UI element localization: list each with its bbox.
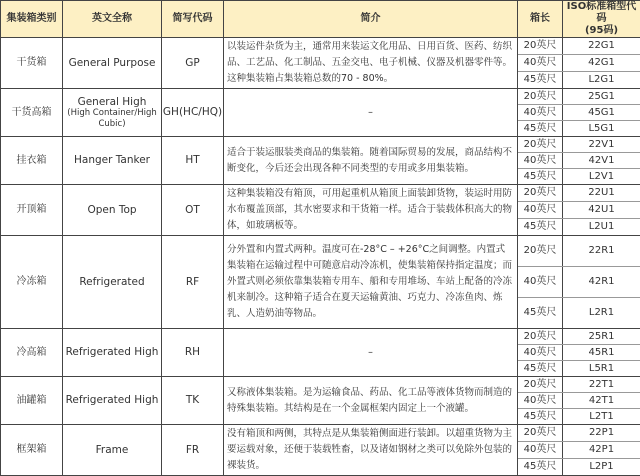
length-cell: 45英尺 — [518, 298, 563, 329]
category-cell: 干货箱 — [1, 38, 63, 89]
abbr-cell: RH — [162, 329, 224, 377]
iso-code-cell: 22U1 — [563, 185, 640, 202]
table-row — [1, 236, 640, 267]
iso-code-cell: 45R1 — [563, 345, 640, 361]
length-cell: 45英尺 — [518, 72, 563, 89]
length-cell: 45英尺 — [518, 121, 563, 137]
length-cell: 45英尺 — [518, 361, 563, 377]
category-cell: 冷冻箱 — [1, 236, 63, 329]
english-name-cell: Hanger Tanker — [63, 137, 162, 185]
length-cell: 45英尺 — [518, 459, 563, 476]
iso-code-cell: 22P1 — [563, 425, 640, 442]
length-cell: 40英尺 — [518, 105, 563, 121]
header-iso — [563, 1, 640, 38]
abbr-cell: TK — [162, 377, 224, 425]
iso-code-cell: 42U1 — [563, 202, 640, 219]
iso-code-cell: 25G1 — [563, 89, 640, 105]
iso-code-cell: L2T1 — [563, 409, 640, 425]
category-cell: 冷高箱 — [1, 329, 63, 377]
intro-cell: 又称液体集装箱。是为运输食品、药品、化工品等液体货物而制造的特殊集装箱。其结构是在一个金属框架内固定上一个液罐。 — [224, 377, 518, 425]
length-cell: 40英尺 — [518, 442, 563, 459]
english-name-cell: General Purpose — [63, 38, 162, 89]
length-cell: 45英尺 — [518, 409, 563, 425]
iso-code-cell: L2P1 — [563, 459, 640, 476]
length-cell: 40英尺 — [518, 55, 563, 72]
header-english: 英文全称 — [63, 1, 162, 38]
length-cell: 40英尺 — [518, 202, 563, 219]
intro-cell: 适合于装运服装类商品的集装箱。随着国际贸易的发展，商品结构不断变化，今后还会出现各种不同类型的专用或多用集装箱。 — [224, 137, 518, 185]
length-cell: 20英尺 — [518, 329, 563, 345]
english-name-cell: Frame — [63, 425, 162, 476]
english-name-sub: (High Container/High Cubic) — [63, 108, 161, 129]
intro-cell: 分外置和内置式两种。温度可在-28°C – +26°C之间调整。内置式集装箱在运输过程中可随意启动冷冻机，使集装箱保持指定温度；而外置式则必须依靠集装箱专用车、船和专用堆场、车站上配备的冷冻机来制冷。这种箱子适合在夏天运输黄油、巧克力、冷冻鱼肉、炼乳、人造奶油等物品。 — [224, 236, 518, 329]
table-row — [1, 329, 640, 345]
length-cell: 45英尺 — [518, 169, 563, 185]
english-name-cell: Refrigerated — [63, 236, 162, 329]
table-row — [1, 89, 640, 105]
header-intro: 简介 — [224, 1, 518, 38]
abbr-cell: OT — [162, 185, 224, 236]
iso-code-cell: 25R1 — [563, 329, 640, 345]
iso-code-cell: L5R1 — [563, 361, 640, 377]
abbr-cell: FR — [162, 425, 224, 476]
english-name-main: General High — [78, 96, 147, 108]
iso-code-cell: 42G1 — [563, 55, 640, 72]
english-name-cell: Refrigerated High — [63, 377, 162, 425]
iso-code-cell: L2U1 — [563, 219, 640, 236]
length-cell: 20英尺 — [518, 89, 563, 105]
category-cell: 干货高箱 — [1, 89, 63, 137]
table-row — [1, 377, 640, 393]
iso-code-cell: 22G1 — [563, 38, 640, 55]
abbr-cell: HT — [162, 137, 224, 185]
iso-code-cell: 22R1 — [563, 236, 640, 267]
iso-code-cell: 42R1 — [563, 267, 640, 298]
header-category: 集装箱类别 — [1, 1, 63, 38]
iso-code-cell: L5G1 — [563, 121, 640, 137]
length-cell: 20英尺 — [518, 425, 563, 442]
length-cell: 20英尺 — [518, 185, 563, 202]
intro-cell: – — [224, 329, 518, 377]
iso-code-cell: L2R1 — [563, 298, 640, 329]
abbr-cell: GP — [162, 38, 224, 89]
intro-cell: – — [224, 89, 518, 137]
intro-cell: 这种集装箱没有箱顶，可用起重机从箱顶上面装卸货物，装运时用防水布覆盖顶部，其水密要求和干货箱一样。适合于装载体积高大的物体，如玻璃板等。 — [224, 185, 518, 236]
abbr-cell: GH(HC/HQ) — [162, 89, 224, 137]
length-cell: 20英尺 — [518, 137, 563, 153]
english-name-cell: Open Top — [63, 185, 162, 236]
english-name-cell: Refrigerated High — [63, 329, 162, 377]
iso-code-cell: 45G1 — [563, 105, 640, 121]
length-cell: 20英尺 — [518, 377, 563, 393]
table-row — [1, 185, 640, 202]
abbr-cell: RF — [162, 236, 224, 329]
length-cell: 20英尺 — [518, 236, 563, 267]
header-length: 箱长 — [518, 1, 563, 38]
category-cell: 挂衣箱 — [1, 137, 63, 185]
table-row — [1, 137, 640, 153]
header-row — [1, 1, 640, 38]
iso-code-cell: L2G1 — [563, 72, 640, 89]
length-cell: 45英尺 — [518, 219, 563, 236]
english-name-cell — [63, 89, 162, 137]
iso-code-cell: 42T1 — [563, 393, 640, 409]
length-cell: 20英尺 — [518, 38, 563, 55]
header-iso-line1: ISO标准箱型代码 — [567, 1, 636, 24]
length-cell: 40英尺 — [518, 267, 563, 298]
length-cell: 40英尺 — [518, 345, 563, 361]
iso-code-cell: 22V1 — [563, 137, 640, 153]
table-row — [1, 38, 640, 55]
length-cell: 40英尺 — [518, 153, 563, 169]
intro-cell: 没有箱顶和两侧，其特点是从集装箱侧面进行装卸。以超重货物为主要运载对象，还便于装载牲畜，以及诸如钢材之类可以免除外包装的裸装货。 — [224, 425, 518, 476]
header-abbr: 简写代码 — [162, 1, 224, 38]
category-cell: 开顶箱 — [1, 185, 63, 236]
table-row — [1, 425, 640, 442]
length-cell: 40英尺 — [518, 393, 563, 409]
header-iso-line2: (95码) — [585, 25, 618, 36]
iso-code-cell: L2V1 — [563, 169, 640, 185]
category-cell: 油罐箱 — [1, 377, 63, 425]
intro-cell: 以装运件杂货为主，通常用来装运文化用品、日用百货、医药、纺织品、工艺品、化工制品、五金交电、电子机械、仪器及机器零件等。这种集装箱占集装箱总数的70 - 80%。 — [224, 38, 518, 89]
iso-code-cell: 42V1 — [563, 153, 640, 169]
iso-code-cell: 42P1 — [563, 442, 640, 459]
iso-code-cell: 22T1 — [563, 377, 640, 393]
category-cell: 框架箱 — [1, 425, 63, 476]
